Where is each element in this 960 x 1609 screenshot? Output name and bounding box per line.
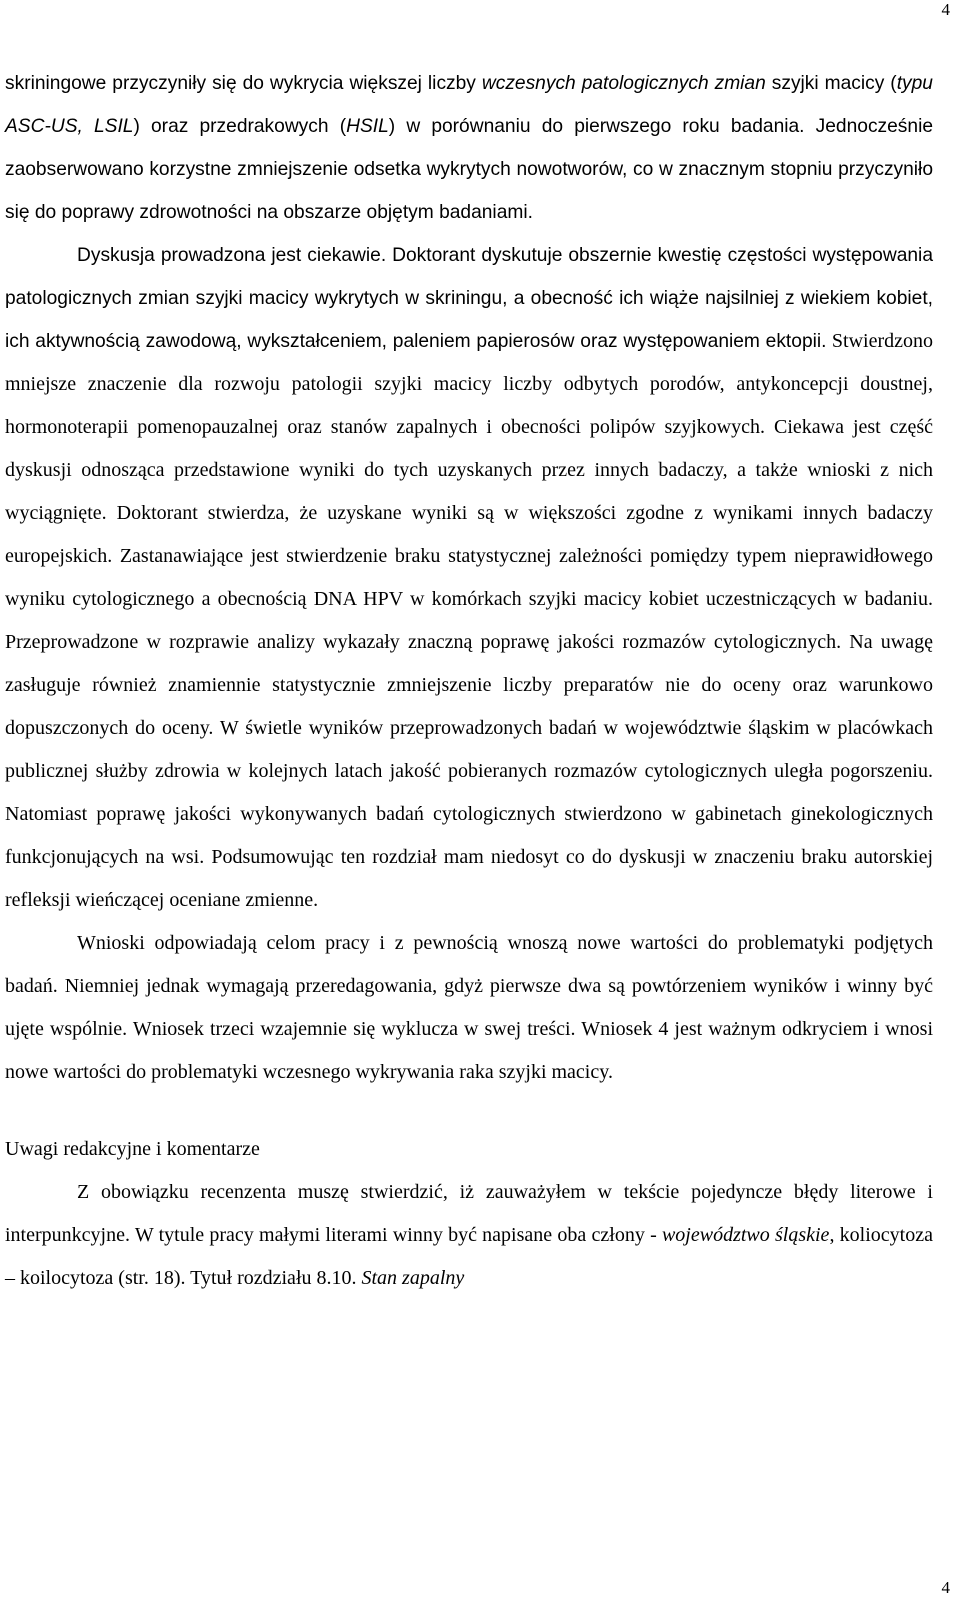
text-run: Z obowiązku recenzenta muszę stwierdzić, iż zauważyłem w tekście pojedyncze błędy literowe i interpunkcyjne. W tytule pracy małymi literami winny być napisane oba człony - [5,1181,933,1246]
italic-run: HSIL [346,116,389,137]
paragraph-editorial-remarks [5,1171,933,1300]
paragraph-results-summary [5,62,933,234]
text-run: Wnioski odpowiadają celom pracy i z pewnością wnoszą nowe wartości do problematyki podjętych badań. Niemniej jednak wymagają przeredagowania, gdyż pierwsze dwa są powtórzeniem wyników i winny być ujęte wspólnie. Wniosek trzeci wzajemnie się wyklucza w swej treści. Wniosek 4 jest ważnym odkryciem i wnosi nowe wartości do problematyki wczesnego wykrywania raka szyjki macicy. [5,932,933,1083]
page-number-top: 4 [941,0,950,19]
text-run: , koliocytoza – koilocytoza (str. 18). Tytuł rozdziału 8.10. [5,1224,933,1289]
italic-run: wczesnych patologicznych zmian [481,73,766,94]
page-number-bottom: 4 [941,1578,950,1597]
italic-run: województwo śląskie [661,1224,830,1246]
section-heading: Uwagi redakcyjne i komentarze [5,1138,260,1160]
text-run: ) w porównaniu do pierwszego roku badania. Jednocześnie zaobserwowano korzystne zmniejszenie odsetka wykrytych nowotworów, co w znacznym stopniu przyczyniło się do poprawy zdrowotności na obszarze objętym badaniami. [5,116,933,223]
document-body [5,62,933,1300]
text-run: skriningowe przyczyniły się do wykrycia większej liczby [5,73,482,94]
text-run: ) oraz przedrakowych ( [133,116,347,137]
text-run: szyjki macicy ( [765,73,897,94]
text-run: Stwierdzono mniejsze znaczenie dla rozwoju patologii szyjki macicy liczby odbytych porodów, antykoncepcji doustnej, hormonoterapii pomenopauzalnej oraz stanów zapalnych i obecności polipów szyjkowych. Ciekawa jest część dyskusji odnosząca przedstawione wyniki do tych uzyskanych przez innych badaczy, a także wnioski z nich wyciągnięte. Doktorant stwierdza, że uzyskane wyniki są w większości zgodne z wynikami innych badaczy europejskich. Zastanawiające jest stwierdzenie braku statystycznej zależności pomiędzy typem nieprawidłowego wyniku cytologicznego a obecnością DNA HPV w komórkach szyjki macicy kobiet uczestniczących w badaniu. Przeprowadzone w rozprawie analizy wykazały znaczną poprawę jakości rozmazów cytologicznych. Na uwagę zasługuje również znamiennie statystycznie zmniejszenie liczby preparatów nie do oceny oraz warunkowo dopuszczonych do oceny. W świetle wyników przeprowadzonych badań w województwie śląskim w placówkach publicznej służby zdrowia w kolejnych latach jakość pobieranych rozmazów cytologicznych uległa pogorszeniu. Natomiast poprawę jakości wykonywanych badań cytologicznych stwierdzono w gabinetach ginekologicznych funkcjonujących na wsi. Podsumowując ten rozdział mam niedosyt co do dyskusji w znaczeniu braku autorskiej refleksji wieńczącej oceniane zmienne. [5,330,933,911]
italic-run: Stan zapalny [361,1267,465,1289]
section-spacer [5,1094,933,1128]
paragraph-discussion [5,234,933,922]
text-run: Dyskusja prowadzona jest ciekawie. Doktorant dyskutuje obszernie kwestię częstości występowania patologicznych zmian szyjki macicy wykrytych w skriningu, a obecność ich wiąże najsilniej z wiekiem kobiet, ich aktywnością zawodową, wykształceniem, paleniem papierosów oraz występowaniem ektopii. [5,245,933,352]
paragraph-conclusions [5,922,933,1094]
italic-run: typu ASC-US, LSIL [5,73,933,137]
